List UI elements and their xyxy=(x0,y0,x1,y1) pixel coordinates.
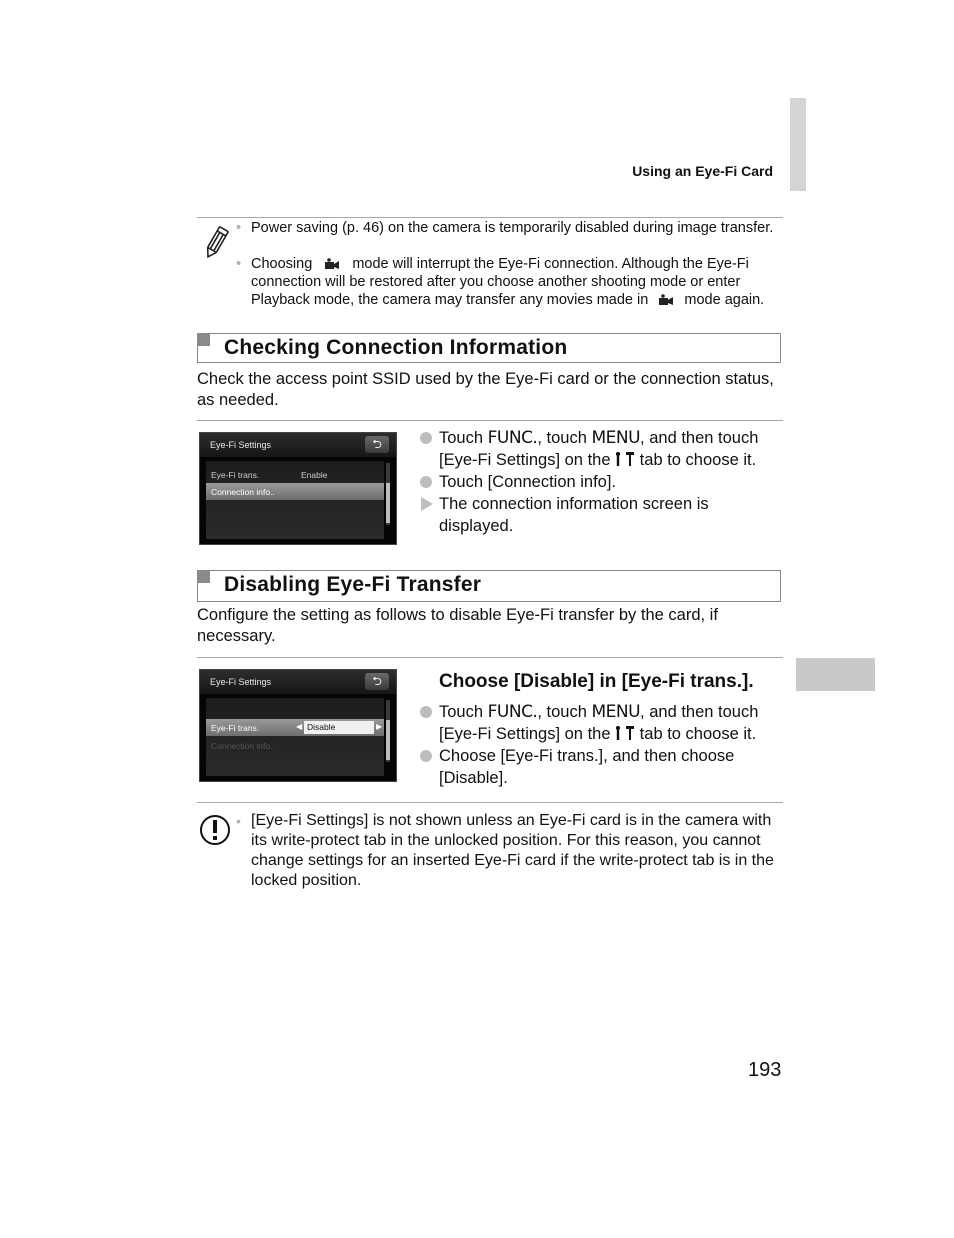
bullet-circle xyxy=(420,706,432,718)
menu-row-connection-info[interactable]: Connection info.. xyxy=(211,741,275,751)
pencil-icon xyxy=(200,225,232,261)
screen-scrollbar[interactable] xyxy=(386,700,390,762)
section-title: Disabling Eye-Fi Transfer xyxy=(224,573,482,596)
back-icon[interactable]: ⮌ xyxy=(365,436,389,453)
menu-row-connection-info[interactable]: Connection info.. xyxy=(206,483,384,500)
step-result: The connection information screen is displayed. xyxy=(420,493,782,537)
caution-text: [Eye-Fi Settings] is not shown unless an Eye-Fi card is in the camera with its write-protect tab in the unlocked position. For this reason, you cannot change settings for an inserted Eye-Fi card if the write-protect tab is in the locked position. xyxy=(251,812,774,889)
section-intro: Check the access point SSID used by the Eye-Fi card or the connection status, as needed. xyxy=(197,370,774,409)
heading-marker xyxy=(197,570,210,583)
menu-row-eyefi-trans[interactable]: Eye-Fi trans. ◀ Disable ▶ xyxy=(206,719,384,736)
camera-screen xyxy=(199,432,397,545)
note-text: mode will interrupt the Eye-Fi connection. Although the Eye-Fi connection will be restored after you choose another shooting mode or enter Playback mode, the camera may transfer any movies made in xyxy=(251,256,749,308)
tools-tab-icon xyxy=(615,451,635,467)
screen-titlebar xyxy=(200,433,396,457)
menu-row-eyefi-trans[interactable]: Eye-Fi trans. Enable xyxy=(211,470,328,480)
page-number: 193 xyxy=(748,1059,782,1081)
arrow-right-icon[interactable]: ▶ xyxy=(376,722,383,731)
movie-mode-icon xyxy=(658,293,674,305)
heading-marker xyxy=(197,333,210,346)
picker-value: Disable xyxy=(304,721,374,734)
steps-list xyxy=(420,427,782,537)
caution-rule xyxy=(197,802,783,803)
section-title: Checking Connection Information xyxy=(224,336,568,359)
step-item: Touch FUNC., touch MENU, and then touch [Eye-Fi Settings] on the tab to choose it. xyxy=(420,701,782,745)
step-item: Choose [Eye-Fi trans.], and then choose [Disable]. xyxy=(420,745,782,789)
func-label: FUNC. xyxy=(487,702,538,722)
exclamation-icon xyxy=(199,814,231,846)
section-heading xyxy=(197,333,781,363)
section-heading xyxy=(197,570,781,602)
menu-label: MENU xyxy=(591,702,641,722)
screen-title: Eye-Fi Settings xyxy=(210,440,272,450)
menu-label: MENU xyxy=(591,428,641,448)
section-intro: Configure the setting as follows to disable Eye-Fi transfer by the card, if necessary. xyxy=(197,606,718,645)
chapter-tab-marker xyxy=(796,658,875,691)
steps-list xyxy=(420,701,782,789)
section-rule xyxy=(197,657,783,658)
note-text: mode again. xyxy=(684,292,765,308)
bullet: • xyxy=(236,813,241,829)
back-icon[interactable]: ⮌ xyxy=(365,673,389,690)
note-text: Choosing xyxy=(251,256,313,272)
chapter-tab-top xyxy=(790,98,806,191)
func-label: FUNC. xyxy=(487,428,538,448)
running-header: Using an Eye-Fi Card xyxy=(632,163,773,179)
bullet: • xyxy=(236,256,242,272)
note-item xyxy=(236,219,781,237)
scrollbar-thumb[interactable] xyxy=(386,720,390,760)
step-item: Touch FUNC., touch MENU, and then touch [Eye-Fi Settings] on the tab to choose it. xyxy=(420,427,782,471)
screen-titlebar xyxy=(200,670,396,694)
result-triangle-icon xyxy=(421,497,433,511)
tools-tab-icon xyxy=(615,725,635,741)
bullet: • xyxy=(236,220,242,236)
arrow-left-icon[interactable]: ◀ xyxy=(296,722,303,731)
bullet-circle xyxy=(420,750,432,762)
caution-item xyxy=(236,811,781,891)
note-rule-top xyxy=(197,217,783,218)
step-heading: Choose [Disable] in [Eye-Fi trans.]. xyxy=(439,671,754,692)
bullet-circle xyxy=(420,476,432,488)
screen-title: Eye-Fi Settings xyxy=(210,677,272,687)
value-picker[interactable] xyxy=(296,721,382,735)
scrollbar-thumb[interactable] xyxy=(386,483,390,523)
note-item xyxy=(236,255,781,309)
screen-scrollbar[interactable] xyxy=(386,463,390,525)
bullet-circle xyxy=(420,432,432,444)
step-item: Touch [Connection info]. xyxy=(420,471,782,493)
note-text: Power saving (p. 46) on the camera is temporarily disabled during image transfer. xyxy=(251,220,774,236)
movie-mode-icon xyxy=(324,257,340,269)
camera-screen xyxy=(199,669,397,782)
section-rule xyxy=(197,420,783,421)
